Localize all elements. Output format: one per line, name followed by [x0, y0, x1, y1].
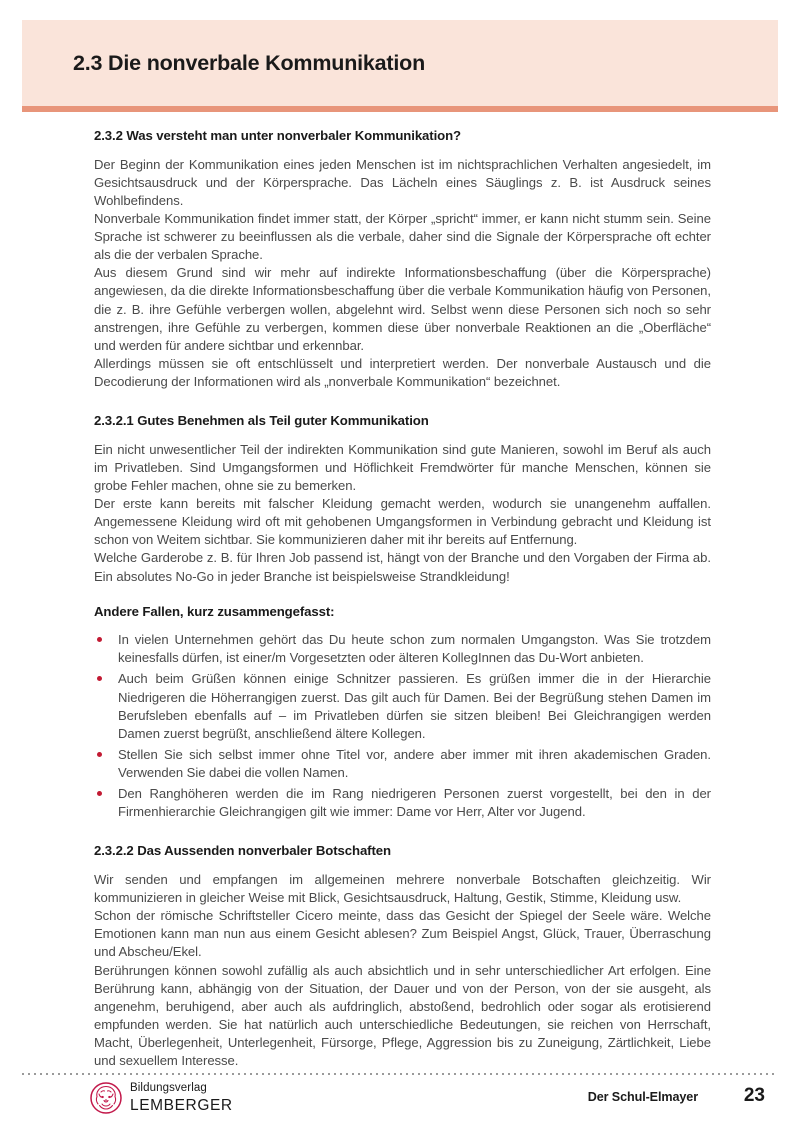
publisher-logo	[90, 1082, 233, 1114]
bullet-dot-icon	[97, 676, 102, 681]
page-number: 23	[743, 1085, 765, 1106]
paragraph: Schon der römische Schriftsteller Cicero meinte, dass das Gesicht der Spiegel der Seele wäre. Welche Emotionen kann man nun aus einem Gesicht ablesen? Zum Beispiel Angst, Glück, Trauer, Überraschung und Abscheu/Ekel.	[94, 908, 711, 960]
paragraph: Der erste kann bereits mit falscher Kleidung gemacht werden, wodurch sie unangenehm auffallen. Angemessene Kleidung wird oft mit gehobenen Umgangsformen in Verbindung gebracht und Kleidung ist schon von Weitem sichtbar. Sie kommunizieren daher mit ihr bereits auf Entfernung.	[94, 496, 711, 548]
page-footer	[22, 1080, 778, 1126]
list-heading: Andere Fallen, kurz zusammengefasst:	[94, 603, 335, 619]
paragraph: Berührungen können sowohl zufällig als auch absichtlich und in sehr unterschiedlicher Art erfolgen. Eine Berührung kann, abhängig von der Situation, der Dauer und von der Person, von der sie ausgeht, als angenehm, beruhigend, aber auch als aufdringlich, abstoßend, bedrohlich oder sogar als erotisierend empfunden werden. Sie hat natürlich auch unterschiedliche Bedeutungen, sie reichen von Herrschaft, Macht, Überlegenheit, Unterlegenheit, Fürsorge, Pflege, Aggression bis zu Zuneigung, Zärtlichkeit, Liebe und sexuellem Interesse.	[94, 962, 711, 1069]
bullet-list	[94, 631, 711, 821]
publisher-logo-text	[130, 1083, 233, 1113]
paragraph: Aus diesem Grund sind wir mehr auf indirekte Informationsbeschaffung (über die Körpersprache) angewiesen, da die direkte Informationsbeschaffung über die verbale Kommunikation häufig von Personen, die z. B. ihre Gefühle verbergen wollen, abgelehnt wird. Selbst wenn diese Personen sich noch so sehr anstrengen, ihre Gefühle zu verbergen, kommen diese über nonverbale Reaktionen an die „Oberfläche“ und werden für andere sichtbar und erkennbar.	[94, 265, 711, 353]
bullet-dot-icon	[97, 752, 102, 757]
section-heading-2-3-2-1: 2.3.2.1 Gutes Benehmen als Teil guter Kommunikation	[94, 413, 429, 429]
list-item	[94, 785, 711, 821]
list-item	[94, 670, 711, 743]
paragraph: Wir senden und empfangen im allgemeinen mehrere nonverbale Botschaften gleichzeitig. Wir kommunizieren in gleicher Weise mit Blick, Gesichtsausdruck, Haltung, Gestik, Stimme, Kleidung usw.	[94, 871, 711, 905]
list-item-text: In vielen Unternehmen gehört das Du heute schon zum normalen Umgangston. Was Sie trotzdem keinesfalls dürfen, ist einer/m Vorgesetzten oder älteren KollegInnen das Du-Wort anbieten.	[118, 632, 711, 666]
paragraph: Ein nicht unwesentlicher Teil der indirekten Kommunikation sind gute Manieren, sowohl im Beruf als auch im Privatleben. Sind Umgangsformen und Höflichkeit Fremdwörter für manche Menschen, können sie grobe Fehler machen, ohne sie zu bemerken.	[94, 441, 711, 493]
bullet-dot-icon	[97, 791, 102, 796]
list-item	[94, 746, 711, 782]
chapter-header-rule	[22, 106, 778, 112]
footer-divider	[22, 1073, 778, 1075]
list-item-text: Den Ranghöheren werden die im Rang niedrigeren Personen zuerst vorgestellt, bei den in der Firmenhierarchie Gleichrangigen gilt wie immer: Dame vor Herr, Alter vor Jugend.	[118, 786, 711, 820]
paragraph: Welche Garderobe z. B. für Ihren Job passend ist, hängt von der Branche und den Vorgaben der Firma ab. Ein absolutes No-Go in jeder Branche ist beispielsweise Strandkleidung!	[94, 550, 711, 584]
publisher-name-line1: Bildungsverlag	[130, 1082, 207, 1094]
publisher-name-line2: LEMBERGER	[130, 1096, 233, 1114]
footer-book-title: Der Schul-Elmayer	[587, 1090, 698, 1104]
content-column	[94, 128, 711, 1070]
paragraph: Der Beginn der Kommunikation eines jeden Menschen ist im nichtsprachlichen Verhalten angesiedelt, im Gesichtsausdruck und der Körpersprache. Das Lächeln eines Säuglings z. B. ist Ausdruck seines Wohlbefindens.	[94, 156, 711, 208]
chapter-title: 2.3 Die nonverbale Kommunikation	[73, 50, 426, 75]
list-item-text: Stellen Sie sich selbst immer ohne Titel vor, andere aber immer mit ihren akademischen Graden. Verwenden Sie dabei die vollen Namen.	[118, 746, 711, 780]
paragraph: Allerdings müssen sie oft entschlüsselt und interpretiert werden. Der nonverbale Austausch und die Decodierung der Informationen wird als „nonverbale Kommunikation“ bezeichnet.	[94, 355, 711, 389]
list-item-text: Auch beim Grüßen können einige Schnitzer passieren. Es grüßen immer die in der Hierarchie Niedrigeren die Höherrangigen zuerst. Das gilt auch für Damen. Bei der Begrüßung stehen Damen im Berufsleben ebenfalls auf – im Privatleben dürfen sie sitzen bleiben! Bei Gleichrangigen werden Damen zuerst begrüßt, anschließend ältere Kollegen.	[118, 671, 711, 741]
section-heading-2-3-2: 2.3.2 Was versteht man unter nonverbaler Kommunikation?	[94, 128, 462, 143]
bullet-dot-icon	[97, 637, 102, 642]
chapter-header-band	[22, 20, 778, 106]
lion-head-emblem-icon	[90, 1082, 122, 1114]
paragraph: Nonverbale Kommunikation findet immer statt, der Körper „spricht“ immer, er kann nicht stumm sein. Seine Sprache ist schwerer zu beeinflussen als die verbale, daher sind die Signale der Körpersprache oft echter als die der verbalen Sprache.	[94, 210, 711, 263]
list-item	[94, 631, 711, 667]
section-heading-2-3-2-2: 2.3.2.2 Das Aussenden nonverbaler Botschaften	[94, 843, 391, 859]
